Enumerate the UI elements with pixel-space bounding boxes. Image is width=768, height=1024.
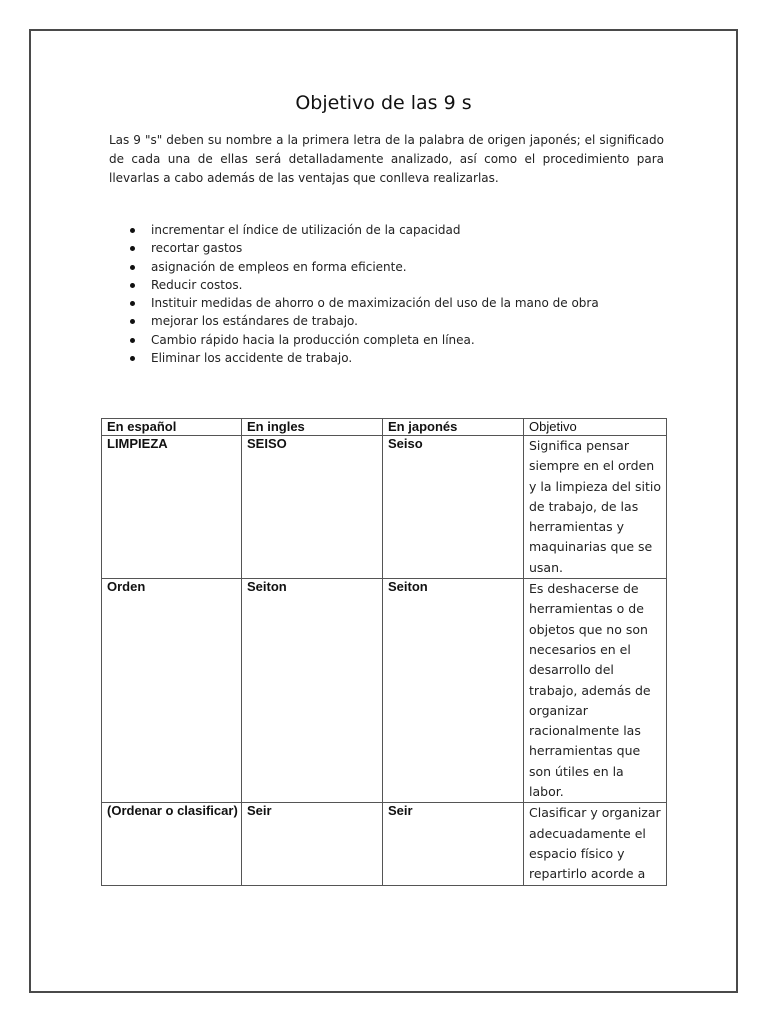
bullet-icon <box>130 265 135 270</box>
list-item: Reducir costos. <box>109 276 669 294</box>
bullet-icon <box>130 319 135 324</box>
table-row <box>102 803 667 885</box>
table-header-row <box>102 419 667 436</box>
list-item: asignación de empleos en forma eficiente. <box>109 258 669 276</box>
table-row <box>102 579 667 803</box>
header-spanish: En español <box>102 419 242 436</box>
cell-spanish: LIMPIEZA <box>102 436 242 579</box>
intro-paragraph: Las 9 "s" deben su nombre a la primera letra de la palabra de origen japonés; el significado de cada una de ellas será detalladamente analizado, así como el procedimiento para llevarlas a cabo además de las ventajas que conlleva realizarlas. <box>109 133 664 185</box>
bullet-icon <box>130 228 135 233</box>
bullet-icon <box>130 246 135 251</box>
header-objective: Objetivo <box>524 419 667 436</box>
bullet-icon <box>130 283 135 288</box>
list-item: mejorar los estándares de trabajo. <box>109 312 669 330</box>
cell-japanese: Seir <box>383 803 524 885</box>
objectives-bullet-list <box>109 221 669 367</box>
cell-objective: Es deshacerse de herramientas o de objetos que no son necesarios en el desarrollo del trabajo, además de organizar racionalmente las herramientas que son útiles en la labor. <box>524 579 667 803</box>
cell-objective: Significa pensar siempre en el orden y la limpieza del sitio de trabajo, de las herramientas y maquinarias que se usan. <box>524 436 667 579</box>
cell-japanese: Seiso <box>383 436 524 579</box>
header-japanese: En japonés <box>383 419 524 436</box>
cell-english: Seir <box>242 803 383 885</box>
cell-spanish: Orden <box>102 579 242 803</box>
list-item: incrementar el índice de utilización de la capacidad <box>109 221 669 239</box>
cell-english: SEISO <box>242 436 383 579</box>
list-item: Instituir medidas de ahorro o de maximización del uso de la mano de obra <box>109 294 669 312</box>
document-title: Objetivo de las 9 s <box>295 92 472 114</box>
bullet-icon <box>130 301 135 306</box>
header-english: En ingles <box>242 419 383 436</box>
list-item: Eliminar los accidente de trabajo. <box>109 349 669 367</box>
cell-english: Seiton <box>242 579 383 803</box>
bullet-icon <box>130 338 135 343</box>
nine-s-table <box>101 418 667 886</box>
cell-spanish: (Ordenar o clasificar) <box>102 803 242 885</box>
bullet-icon <box>130 356 135 361</box>
list-item: Cambio rápido hacia la producción completa en línea. <box>109 331 669 349</box>
cell-japanese: Seiton <box>383 579 524 803</box>
table-row <box>102 436 667 579</box>
list-item: recortar gastos <box>109 239 669 257</box>
document-page <box>29 29 738 993</box>
cell-objective: Clasificar y organizar adecuadamente el espacio físico y repartirlo acorde a <box>524 803 667 885</box>
